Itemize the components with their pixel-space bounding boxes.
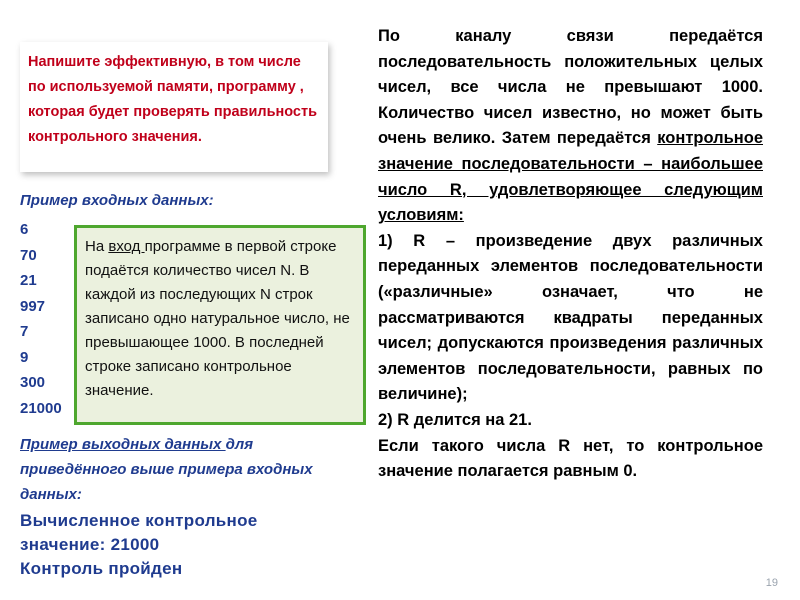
input-description-box [74,225,366,425]
input-value: 9 [20,348,29,366]
input-value: 21000 [20,399,62,417]
input-description-pre: На [85,238,109,255]
statement-p1-plain: По каналу связи передаётся последовательность положительных целых чисел, все числа не превышают 1000. Количество чисел известно, но может быть очень велико. Затем передаётся [378,27,763,148]
input-description [85,235,357,403]
input-description-underlined: вход [108,238,145,255]
input-value: 6 [20,221,29,238]
input-example-title: Пример входных данных: [20,192,214,209]
output-example [20,432,320,581]
task-box [20,42,328,172]
output-result-status: Контроль пройден [20,559,183,578]
output-example-title [20,432,320,507]
input-value: 300 [20,374,46,391]
input-value: 21 [20,272,37,289]
statement-condition-1: 1) R – произведение двух различных переданных элементов последовательности («различные» означает, что не рассматриваются квадраты переданных чисел; допускаются произведения различных элементов последовательности, равных по величине); [378,231,763,404]
statement-condition-2: 2) R делится на 21. [378,410,532,429]
input-value: 7 [20,323,29,340]
statement-p1-underlined: контрольное значение последовательности – наибольшее число R, удовлетворяющее следующим условиям: [378,129,763,225]
input-description-post: программе в первой строке подаётся количество чисел N. В каждой из последующих N строк записано одно натуральное число, не превышающее 1000. В последней строке записано контрольное значение. [85,238,350,399]
output-result-value: Вычисленное контрольное значение: 21000 [20,511,258,554]
statement-paragraph-4: Если такого числа R нет, то контрольное значение полагается равным 0. [378,436,763,481]
problem-statement [378,24,763,485]
task-text: Напишите эффективную, в том числе по используемой памяти, программу , которая будет проверять правильность контрольного значения. [28,54,317,145]
input-value: 70 [20,246,37,264]
page-number: 19 [765,577,778,589]
output-title-rest: для приведённого выше примера входных данных: [20,436,313,503]
output-title-underlined: Пример выходных данных [20,436,226,453]
statement-paragraph-1 [378,24,763,229]
input-value: 997 [20,297,46,315]
input-example-values [20,217,62,421]
